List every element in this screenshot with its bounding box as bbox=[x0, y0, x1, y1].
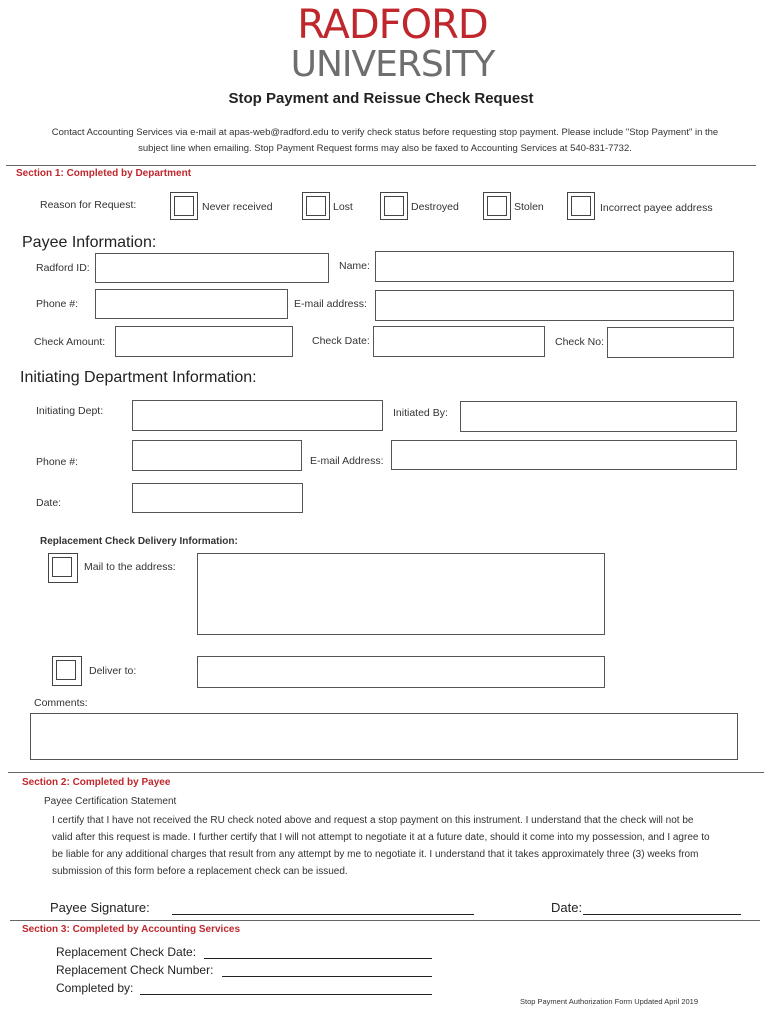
phone-label: Phone #: bbox=[36, 298, 79, 310]
check-no-field[interactable] bbox=[607, 327, 734, 358]
reason-stolen: Stolen bbox=[514, 201, 544, 213]
check-no-label: Check No: bbox=[555, 336, 605, 348]
payee-signature-label: Payee Signature: bbox=[50, 900, 150, 915]
page-title: Stop Payment and Reissue Check Request bbox=[228, 90, 534, 107]
mail-address-field[interactable] bbox=[197, 553, 605, 635]
logo-university: UNIVERSITY bbox=[290, 44, 495, 85]
reason-incorrect-payee: Incorrect payee address bbox=[600, 202, 713, 214]
dept-phone-field[interactable] bbox=[132, 440, 302, 471]
initiated-by-field[interactable] bbox=[460, 401, 737, 432]
email-field[interactable] bbox=[375, 290, 734, 321]
comments-field[interactable] bbox=[30, 713, 738, 760]
check-amount-field[interactable] bbox=[115, 326, 293, 357]
section1-heading: Section 1: Completed by Department bbox=[16, 168, 192, 179]
completed-by-line[interactable] bbox=[140, 994, 432, 995]
intro-text: Contact Accounting Services via e-mail at apas-web@radford.edu to verify check status before requesting stop payment. Please include "Stop Payment" in the subject line when emailing. Stop Payment Request forms may also be faxed to Accounting Services at 540-831-7732. bbox=[51, 127, 719, 154]
section2-heading: Section 2: Completed by Payee bbox=[22, 777, 171, 788]
initiated-by-label: Initiated By: bbox=[393, 407, 448, 419]
initiating-dept-label: Initiating Dept: bbox=[36, 405, 104, 417]
mail-label: Mail to the address: bbox=[84, 561, 176, 573]
replacement-number-label: Replacement Check Number: bbox=[56, 963, 214, 977]
checkbox-never-received[interactable] bbox=[170, 192, 198, 220]
reason-never-received: Never received bbox=[202, 201, 273, 213]
reason-lost: Lost bbox=[333, 201, 353, 213]
checkbox-lost[interactable] bbox=[302, 192, 330, 220]
dept-email-field[interactable] bbox=[391, 440, 737, 470]
initiating-dept-field[interactable] bbox=[132, 400, 383, 431]
replacement-date-label: Replacement Check Date: bbox=[56, 945, 197, 959]
phone-field[interactable] bbox=[95, 289, 288, 319]
divider bbox=[10, 920, 760, 921]
completed-by-label: Completed by: bbox=[56, 981, 134, 995]
payee-date-line[interactable] bbox=[583, 914, 741, 915]
checkbox-stolen[interactable] bbox=[483, 192, 511, 220]
checkbox-destroyed[interactable] bbox=[380, 192, 408, 220]
cert-title: Payee Certification Statement bbox=[44, 796, 177, 807]
section3-heading: Section 3: Completed by Accounting Services bbox=[22, 924, 241, 935]
date-field[interactable] bbox=[132, 483, 303, 513]
payee-date-label: Date: bbox=[551, 900, 583, 915]
divider bbox=[6, 165, 756, 166]
replacement-number-line[interactable] bbox=[222, 976, 432, 977]
check-amount-label: Check Amount: bbox=[34, 336, 106, 348]
dept-heading: Initiating Department Information: bbox=[20, 369, 257, 386]
dept-phone-label: Phone #: bbox=[36, 456, 79, 468]
radford-id-field[interactable] bbox=[95, 253, 329, 283]
footer-text: Stop Payment Authorization Form Updated April 2019 bbox=[520, 997, 699, 1006]
logo-radford: RADFORD bbox=[297, 2, 488, 48]
cert-text: I certify that I have not received the RU check noted above and request a stop payment on this instrument. I understand that the check will not be valid after this request is made. I further certify that I will not attempt to negotiate it at a future date, should it come into my possession, and I agree to be liable for any additional charges that result from any attempt by me to negotiate it. I understand that it takes approximately three (3) weeks from submission of this form before a replacement check can be issued. bbox=[52, 815, 710, 877]
reason-label: Reason for Request: bbox=[40, 199, 137, 211]
delivery-heading: Replacement Check Delivery Information: bbox=[40, 536, 238, 547]
dept-email-label: E-mail Address: bbox=[310, 455, 384, 467]
name-field[interactable] bbox=[375, 251, 734, 282]
date-label: Date: bbox=[36, 497, 62, 509]
payee-heading: Payee Information: bbox=[22, 234, 157, 251]
check-date-field[interactable] bbox=[373, 326, 545, 357]
email-label: E-mail address: bbox=[294, 298, 367, 310]
radford-id-label: Radford ID: bbox=[36, 262, 90, 274]
checkbox-mail[interactable] bbox=[48, 553, 78, 583]
checkbox-deliver[interactable] bbox=[52, 656, 82, 686]
name-label: Name: bbox=[339, 260, 370, 272]
check-date-label: Check Date: bbox=[312, 335, 370, 347]
divider bbox=[8, 772, 764, 773]
signature-line[interactable] bbox=[172, 914, 474, 915]
checkbox-incorrect-payee[interactable] bbox=[567, 192, 595, 220]
replacement-date-line[interactable] bbox=[204, 958, 432, 959]
reason-destroyed: Destroyed bbox=[411, 201, 459, 213]
deliver-label: Deliver to: bbox=[89, 665, 137, 677]
deliver-to-field[interactable] bbox=[197, 656, 605, 688]
comments-label: Comments: bbox=[34, 697, 88, 709]
